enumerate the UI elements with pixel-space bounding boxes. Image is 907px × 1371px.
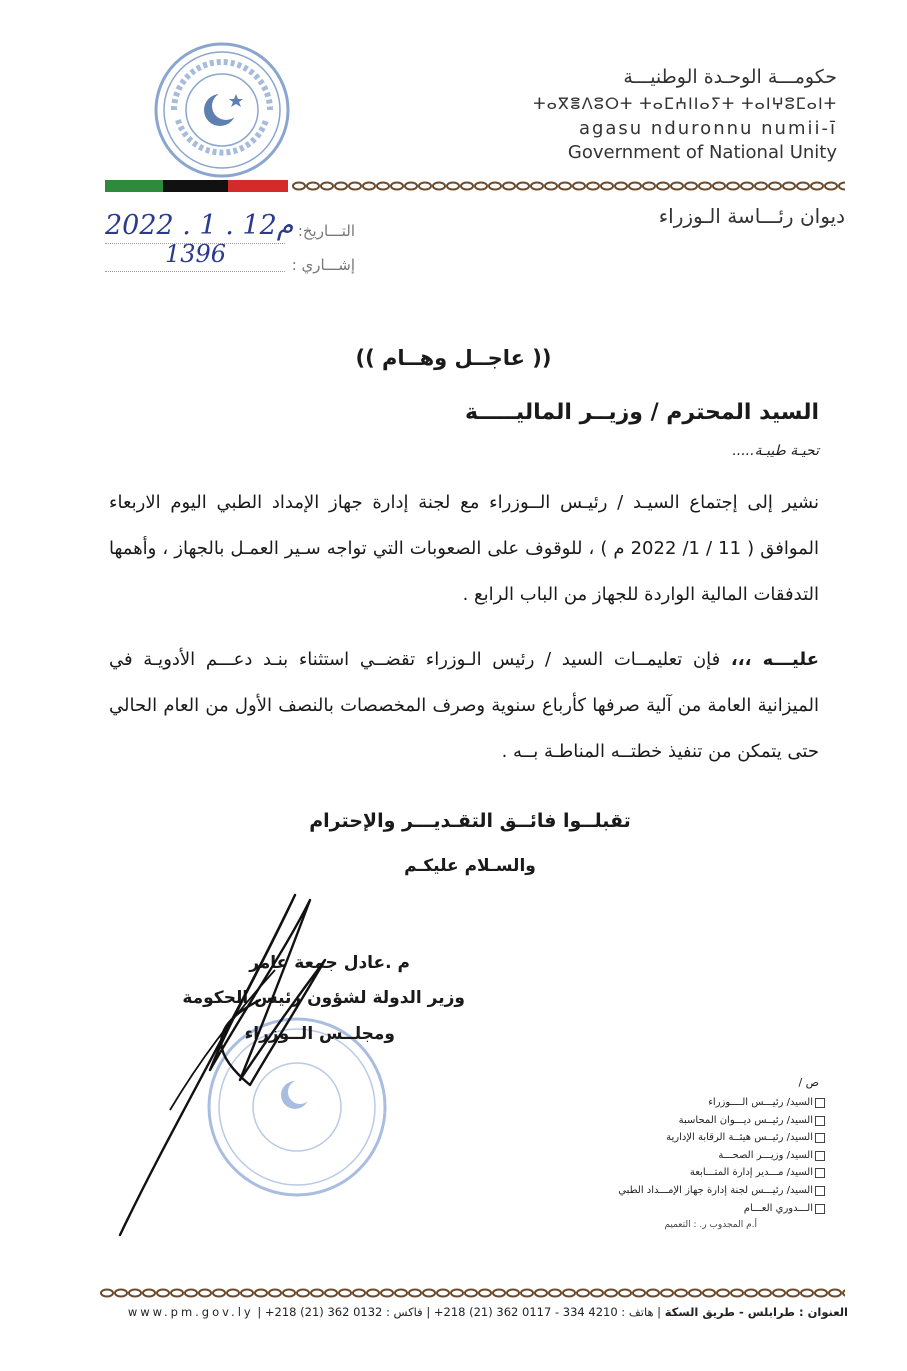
government-name-tifinagh: ⵜⴰⴳⴻⴷⵓⵔⵜ ⵜⴰⵎⵄⵏⵏⴰⵢⵜ ⵜⴰⵏⵖⵓⵎⴰⵏⵜ: [533, 94, 837, 113]
date-value: 2022 . 1 . 12م: [105, 210, 294, 241]
addressee: السيد المحترم / وزيــر الماليـــــة: [464, 400, 819, 425]
paragraph-1: نشير إلى إجتماع السيـد / رئيـس الــوزراء مع لجنة إدارة جهاز الإمداد الطبي اليوم الاربعاء الموافق ( 11 / 1/ 2022 م ) ، للوقوف على الصعوبات التي تواجه سـير العمـل بالجهاز ، وأهمها التدفقات المالية الواردة للجهاز من الباب الرابع .: [109, 492, 820, 605]
footer-address: العنوان : طرابلس - طريق السكة: [664, 1305, 848, 1319]
government-seal: [152, 40, 292, 180]
paragraph-2-text: فإن تعليمــات السيد / رئيس الـوزراء تقضــي استثناء بنـد دعـــم الأدويـة في الميزانية العامة من آلية صرفها كأرباع سنوية وصرف المخصصات بالنصف الأول من العام الحالي حتى يتمكن من تنفيذ خطتــه المناطـة بــه .: [109, 649, 819, 762]
government-name-arabic: حكومـــة الوحـدة الوطنيـــة: [623, 66, 837, 88]
signatory-title-2: ومجلــس الــوزراء: [244, 1024, 395, 1044]
closing-line: تقبلــوا فائــق التقـديـــر والإحترام: [309, 810, 631, 832]
footer-phone: | هاتف : 4210 334 - 0117 362 (21) 218+: [433, 1305, 662, 1319]
salutation: والسـلام عليكـم: [404, 856, 536, 876]
distribution-item: السيد/ رئيـــس الــــوزراء: [565, 1094, 825, 1112]
crescent-star-icon: [204, 92, 243, 126]
distribution-item: السيد/ رئيـــس لجنة إدارة جهاز الإمـــداد الطبي: [565, 1182, 825, 1200]
distribution-list: [565, 1094, 825, 1217]
header-chain-divider: [292, 181, 845, 191]
government-name-english: Government of National Unity: [567, 142, 837, 163]
distribution-item: الـــدوري العـــام: [565, 1200, 825, 1218]
distribution-item: السيد/ رئيــس هيئــة الرقابة الإدارية: [565, 1129, 825, 1147]
reference-dotted-line: [105, 271, 285, 272]
office-name: ديوان رئـــاسة الـوزراء: [658, 204, 845, 228]
flag-strip: [105, 180, 288, 192]
signatory-title: وزير الدولة لشؤون رئيس الحكومة: [182, 988, 465, 1008]
distribution-heading: ص /: [798, 1076, 819, 1089]
footer-chain-divider: [100, 1288, 845, 1298]
distribution-item: السيد/ رئيــس ديـــوان المحاسبة: [565, 1112, 825, 1130]
reference-value: 1396: [165, 240, 227, 268]
distribution-footnote: أ.م المجدوب ر. : التعميم: [664, 1220, 757, 1230]
greeting: تحيـة طيبـة.....: [732, 443, 819, 459]
footer-contact: [100, 1305, 848, 1319]
distribution-item: السيد/ وزيـــر الصحـــة: [565, 1147, 825, 1165]
date-label: التـــاريخ:: [297, 222, 355, 240]
footer-website: www.pm.gov.ly: [127, 1305, 254, 1319]
government-name-latin: agasu nduronnu numii-ī: [578, 118, 837, 139]
reference-label: إشـــاري :: [291, 256, 355, 274]
signatory-name: م .عادل جمعة عامر: [249, 953, 410, 973]
paragraph-2: [109, 637, 819, 775]
urgent-heading: (( عاجــل وهــام )): [355, 346, 552, 370]
footer-fax: | فاكس : 0132 362 (21) 218+ |: [257, 1305, 431, 1319]
paragraph-2-lead: عليـــه ،،،: [730, 649, 819, 670]
handwritten-signature: [110, 880, 340, 1240]
distribution-item: السيد/ مـــدير إدارة المتـــابعة: [565, 1164, 825, 1182]
